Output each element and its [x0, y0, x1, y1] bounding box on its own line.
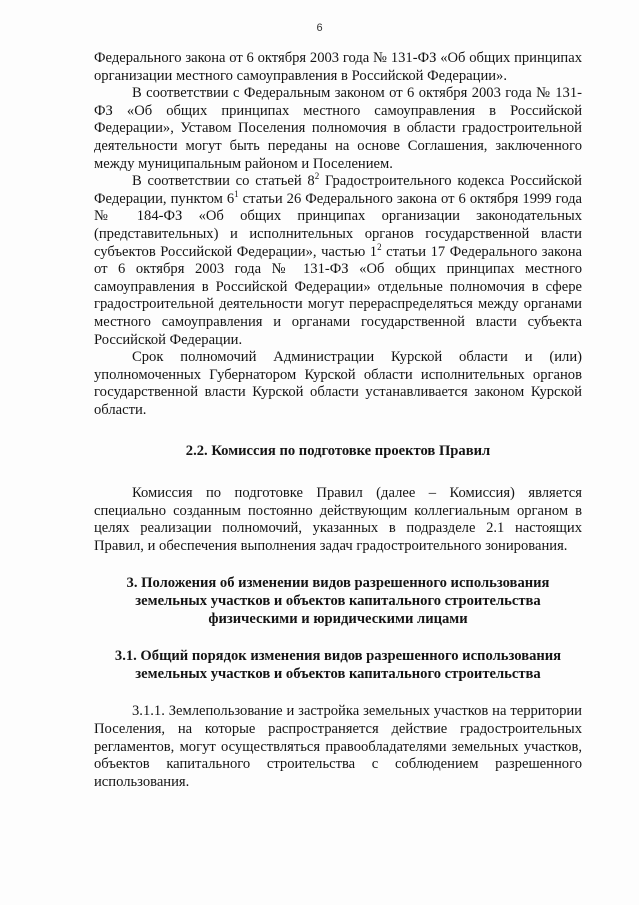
section-heading-3-1: 3.1. Общий порядок изменения видов разрешенного использования земельных участков и объектов капитального строительства: [114, 648, 562, 682]
spacer: [94, 628, 582, 648]
superscript: 2: [377, 241, 382, 252]
paragraph-text-part: статьи 17 Федерального закона от 6 октября 2003 года № 131-ФЗ «Об общих принципах местного самоуправления в Российской Федерации» отдельные полномочия в сфере градостроительной деятельности могут перераспределяться между органами местного самоуправления и органами государственной власти субъекта Российской Федерации.: [94, 243, 582, 348]
paragraph-text-part: Градостроительного кодекса Российской Федерации, пунктом 6: [94, 173, 582, 207]
spacer: [94, 683, 582, 703]
document-body: [94, 50, 582, 791]
page-number: 6: [316, 22, 323, 34]
paragraph-text-part: В соответствии со статьей 8: [132, 173, 315, 190]
paragraph-3-1-1: 3.1.1. Землепользование и застройка земельных участков на территории Поселения, на которые распространяется действие градостроительных регламентов, могут осуществляться правообладателями земельных участков, объектов капитального строительства с соблюдением разрешенного использования.: [94, 703, 582, 790]
paragraph-federal-law: В соответствии с Федеральным законом от 6 октября 2003 года № 131-ФЗ «Об общих принципах местного самоуправления в Российской Федерации», Уставом Поселения полномочия в области градостроительной деятельности могут быть переданы на основе Соглашения, заключенного между муниципальным районом и Поселением.: [94, 85, 582, 172]
section-heading-2-2: 2.2. Комиссия по подготовке проектов Правил: [185, 443, 491, 460]
paragraph-text-part: статьи 26 Федерального закона от 6 октября 1999 года № 184-ФЗ «Об общих принципах организации законодательных (представительных) и исполнительных органов государственной власти субъектов Российской Федерации», частью 1: [94, 190, 583, 260]
paragraph-powers-redistribution: [94, 173, 582, 349]
paragraph-term-of-powers: Срок полномочий Администрации Курской области и (или) уполномоченных Губернатором Курской области исполнительных органов государственной власти Курской области устанавливается законом Курской области.: [94, 349, 582, 418]
spacer: [94, 461, 582, 485]
superscript: 2: [314, 171, 320, 182]
paragraph-commission: Комиссия по подготовке Правил (далее – Комиссия) является специально созданным постоянно действующим коллегиальным органом в целях реализации полномочий, указанных в подразделе 2.1 настоящих Правил, и обеспечения выполнения задач градостроительного зонирования.: [94, 485, 582, 554]
superscript: 1: [234, 188, 239, 199]
spacer: [94, 419, 582, 443]
section-heading-3: 3. Положения об изменении видов разрешенного использования земельных участков и объектов капитального строительства физическими и юридическими лицами: [126, 575, 550, 627]
spacer: [94, 555, 582, 575]
paragraph-continuation: Федерального закона от 6 октября 2003 года № 131-ФЗ «Об общих принципах организации местного самоуправления в Российской Федерации».: [94, 50, 582, 84]
